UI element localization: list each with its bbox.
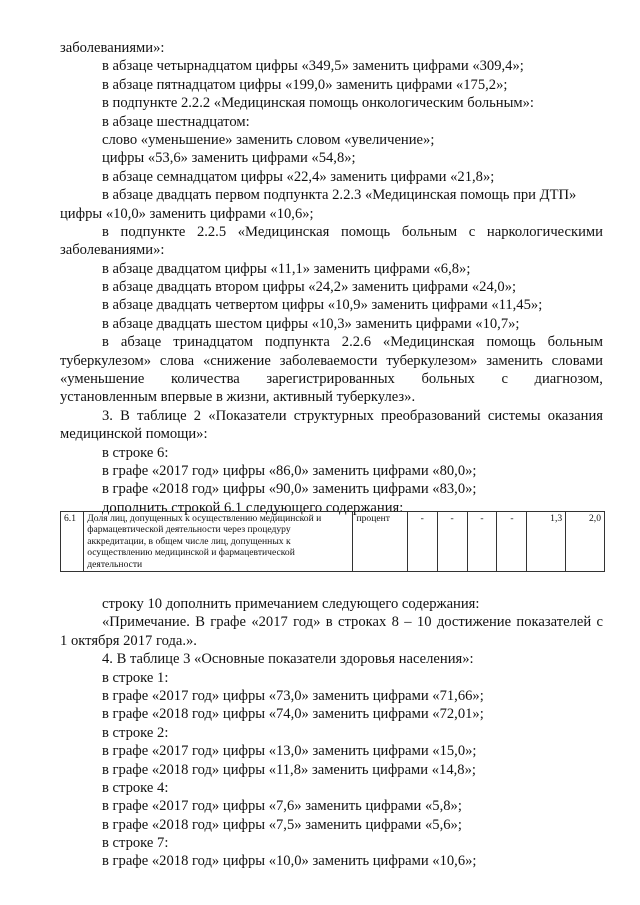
word: подпункта — [264, 334, 330, 351]
text-line: заболеваниями»: — [60, 242, 165, 259]
text-line: в графе «2018 год» цифры «11,8» заменить цифрами «14,8»; — [102, 761, 476, 778]
word: словами — [551, 352, 603, 369]
justified-line — [60, 407, 603, 425]
text-line: в абзаце шестнадцатом: — [102, 113, 250, 130]
text-line: в строке 2: — [102, 724, 169, 741]
word: туберкулезом» — [386, 352, 478, 369]
word: туберкулезом» — [60, 352, 152, 369]
word: больных — [421, 371, 475, 388]
word: «Медицинская — [237, 223, 330, 240]
word: 10 — [416, 614, 432, 631]
text-line: в абзаце четырнадцатом цифры «349,5» заменить цифрами «309,4»; — [102, 58, 524, 75]
text-line: в абзаце двадцать четвертом цифры «10,9» заменить цифрами «11,45»; — [102, 297, 543, 314]
text-line: в абзаце пятнадцатом цифры «199,0» заменить цифрами «175,2»; — [102, 76, 508, 93]
value-cell-2018: 2,0 — [566, 512, 605, 572]
word: структурных — [293, 407, 374, 424]
justified-line — [60, 370, 603, 388]
value-cell-2017: 1,3 — [527, 512, 566, 572]
word: в — [102, 334, 109, 351]
text-line: в графе «2017 год» цифры «73,0» заменить цифрами «71,66»; — [102, 687, 484, 704]
value-cell: - — [497, 512, 527, 572]
text-line: в абзаце семнадцатом цифры «22,4» заменить цифрами «21,8»; — [102, 168, 495, 185]
table-row — [61, 512, 605, 572]
text-line: в графе «2018 год» цифры «10,0» заменить цифрами «10,6»; — [102, 853, 477, 870]
word: зарегистрированных — [266, 371, 395, 388]
text-line: в графе «2018 год» цифры «90,0» заменить цифрами «83,0»; — [102, 481, 477, 498]
text-line: дополнить строкой 6.1 следующего содержания: — [102, 499, 404, 516]
bottom-text-block — [60, 595, 603, 871]
word: год» — [293, 614, 321, 631]
word: с — [596, 614, 603, 631]
word: помощь — [340, 223, 391, 240]
justified-line — [60, 352, 603, 370]
word: – — [404, 614, 412, 631]
word: с — [468, 223, 476, 240]
word: графе — [210, 614, 246, 631]
word: «Примечание. — [102, 614, 190, 631]
text-line: в графе «2018 год» цифры «7,5» заменить цифрами «5,6»; — [102, 816, 462, 833]
text-line: цифры «53,6» заменить цифрами «54,8»; — [102, 150, 356, 167]
text-line: в графе «2018 год» цифры «74,0» заменить цифрами «72,01»; — [102, 706, 484, 723]
text-line: заболеваниями»: — [60, 40, 165, 56]
word: помощь — [486, 334, 536, 351]
word: заменить — [486, 352, 543, 369]
word: достижение — [436, 614, 512, 631]
value-cell: - — [437, 512, 467, 572]
text-line: в абзаце двадцатом цифры «11,1» заменить цифрами «6,8»; — [102, 260, 471, 277]
text-line: в абзаце двадцать первом подпункта 2.2.3 «Медицинская помощь при ДТП» — [102, 187, 577, 204]
text-line: в строке 7: — [102, 835, 169, 852]
text-line: в графе «2017 год» цифры «7,6» заменить цифрами «5,8»; — [102, 798, 462, 815]
text-line: медицинской помощи»: — [60, 426, 208, 443]
word: «Показатели — [208, 407, 287, 424]
word: показателей — [516, 614, 592, 631]
text-line: в строке 1: — [102, 669, 169, 686]
word: наркологическими — [486, 223, 603, 240]
top-text-block — [60, 39, 603, 517]
word: В — [195, 614, 205, 631]
justified-line — [60, 333, 603, 351]
text-line: 1 октября 2017 года.». — [60, 632, 197, 649]
word: 3. — [102, 407, 113, 424]
word: преобразований — [381, 407, 481, 424]
word: строках — [337, 614, 387, 631]
value-cell: - — [467, 512, 497, 572]
word: заболеваемости — [279, 352, 378, 369]
word: тринадцатом — [173, 334, 253, 351]
word: «снижение — [202, 352, 271, 369]
justified-line — [60, 223, 603, 241]
word: с — [501, 371, 508, 388]
word: «уменьшение — [60, 371, 145, 388]
word: количества — [171, 371, 240, 388]
text-line: в строке 6: — [102, 444, 169, 461]
word: В — [120, 407, 130, 424]
word: в — [325, 614, 333, 631]
text-line: слово «уменьшение» заменить словом «увеличение»; — [102, 131, 435, 148]
text-line: в абзаце двадцать шестом цифры «10,3» заменить цифрами «10,7»; — [102, 315, 520, 332]
word: 2 — [193, 407, 202, 424]
word: оказания — [547, 407, 603, 424]
text-line: в строке 4: — [102, 779, 169, 796]
word: диагнозом, — [534, 371, 603, 388]
text-line: в абзаце двадцать втором цифры «24,2» заменить цифрами «24,0»; — [102, 279, 517, 296]
word: подпункте — [120, 223, 186, 240]
row-number-cell: 6.1 — [61, 512, 84, 572]
word: абзаце — [120, 334, 162, 351]
indicator-name-cell: Доля лиц, допущенных к осуществлению медицинской и фармацевтической деятельности через процедуру аккредитации, в общем числе лиц, допущенных к осуществлению медицинской и фармацевтической деятельности — [84, 512, 353, 572]
word: системы — [487, 407, 541, 424]
justified-line — [60, 613, 603, 631]
inserted-table-row — [60, 511, 605, 572]
word: 8 — [391, 614, 399, 631]
word: больным — [401, 223, 458, 240]
word: «Медицинская — [382, 334, 475, 351]
unit-cell: процент — [353, 512, 407, 572]
text-line: 4. В таблице 3 «Основные показатели здоровья населения»: — [102, 651, 474, 668]
word: больным — [547, 334, 603, 351]
word: слова — [159, 352, 195, 369]
value-cell: - — [407, 512, 437, 572]
word: «2017 — [251, 614, 288, 631]
word: 2.2.5 — [196, 223, 227, 240]
text-line: установленным впервые в жизни, активный туберкулез». — [60, 389, 416, 406]
word: в — [102, 223, 109, 240]
text-line: в графе «2017 год» цифры «13,0» заменить цифрами «15,0»; — [102, 743, 477, 760]
text-line: цифры «10,0» заменить цифрами «10,6»; — [60, 205, 314, 222]
text-line: в подпункте 2.2.2 «Медицинская помощь онкологическим больным»: — [102, 95, 534, 112]
word: таблице — [137, 407, 187, 424]
text-line: строку 10 дополнить примечанием следующего содержания: — [102, 596, 480, 612]
word: 2.2.6 — [341, 334, 371, 351]
text-line: в графе «2017 год» цифры «86,0» заменить цифрами «80,0»; — [102, 462, 477, 479]
